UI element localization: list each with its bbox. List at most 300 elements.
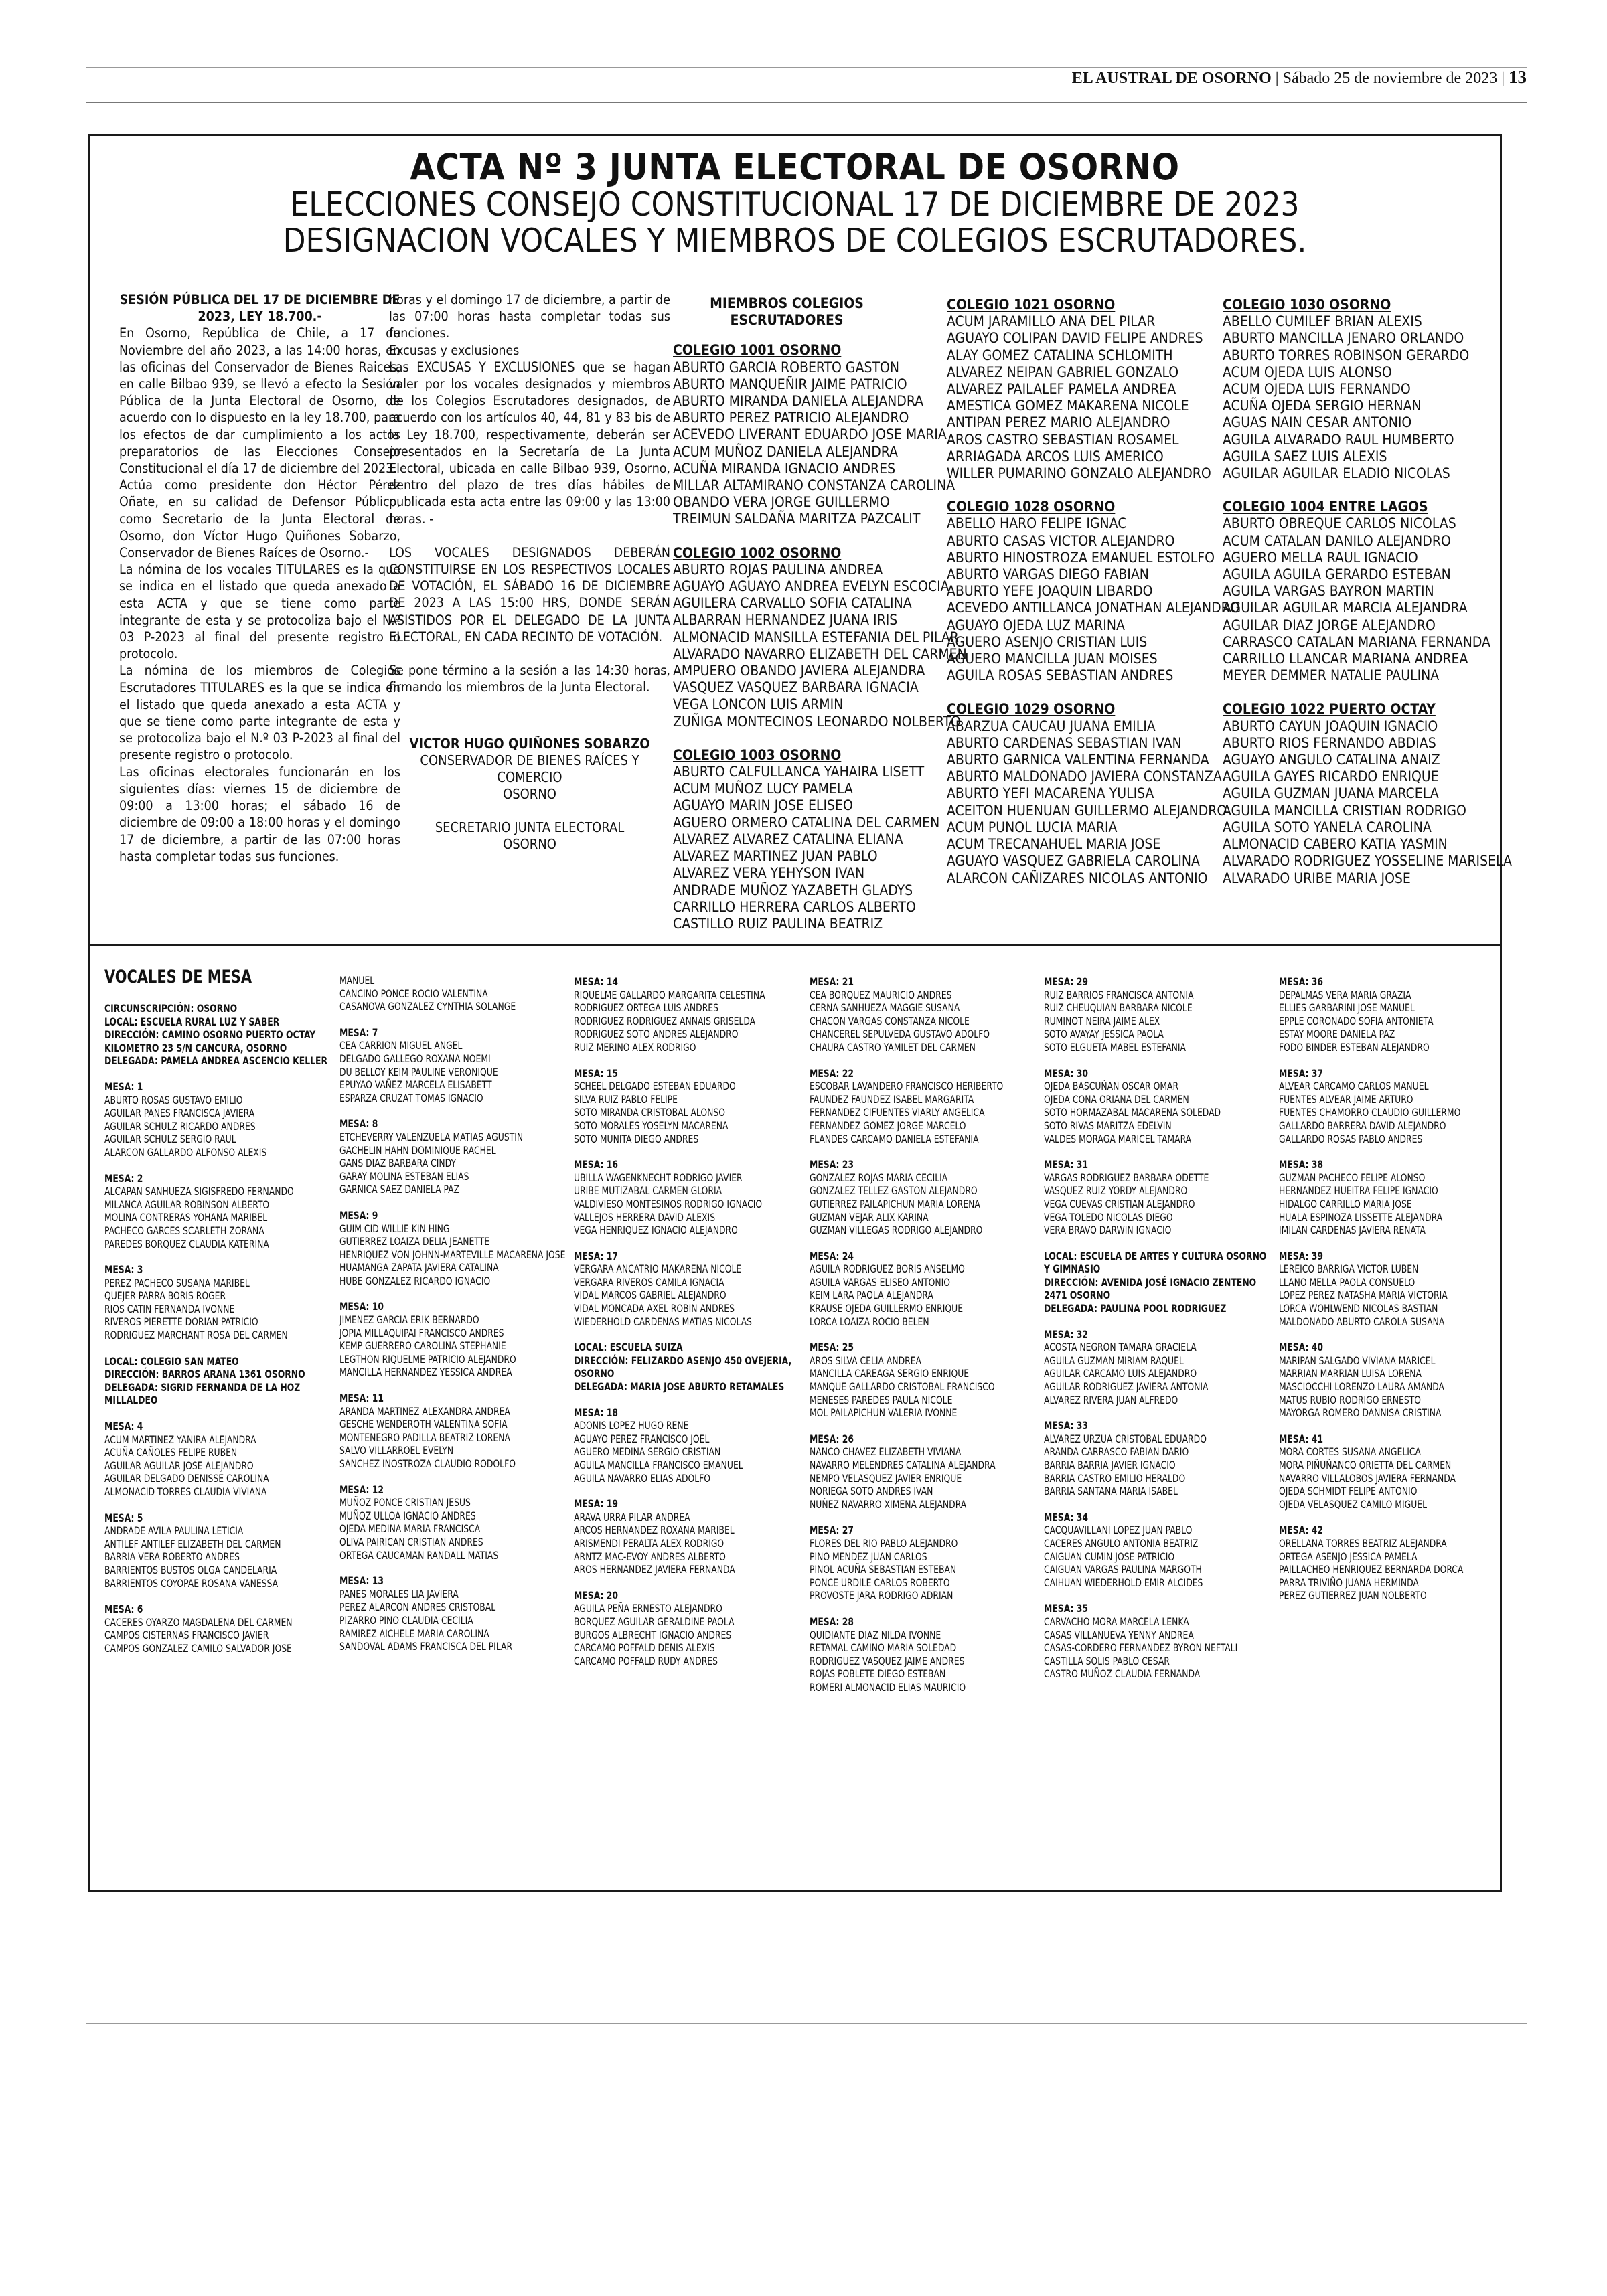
vocal-name: CAIGUAN VARGAS PAULINA MARGOTH [1044,1563,1202,1576]
member-name: ABURTO CASAS VICTOR ALEJANDRO [947,532,1175,549]
vocales-list [574,975,801,1667]
vocales-list [104,1002,332,1655]
member-name: VASQUEZ VASQUEZ BARBARA IGNACIA [673,679,919,696]
polling-place-line: DELEGADA: SIGRID FERNANDA DE LA HOZ MILLALDEO [104,1380,301,1407]
vocal-name: CANCINO PONCE ROCIO VALENTINA [339,987,488,1000]
mesa-block [1044,1158,1272,1237]
vocal-name: RODRIGUEZ VASQUEZ JAIME ANDRES [810,1654,965,1667]
vocal-name: GACHELIN HAHN DOMINIQUE RACHEL [339,1143,496,1157]
vocal-name: VASQUEZ RUIZ YORDY ALEJANDRO [1044,1184,1188,1198]
mesa-block [1279,975,1486,1054]
vocal-name: RODRIGUEZ ORTEGA LUIS ANDRES [574,1001,718,1015]
vocal-name: ACOSTA NEGRON TAMARA GRACIELA [1044,1341,1197,1354]
vocal-name: NAVARRO MELENDRES CATALINA ALEJANDRA [810,1459,996,1471]
vocal-name: AGUILA MANCILLA FRANCISCO EMANUEL [574,1459,743,1471]
vocal-name: LORCA WOHLWEND NICOLAS BASTIAN [1279,1302,1438,1315]
vocal-name: ARNTZ MAC-EVOY ANDRES ALBERTO [574,1550,726,1563]
vocal-name: ALVAREZ URZUA CRISTOBAL EDUARDO [1044,1432,1207,1445]
mesa-block [1279,1067,1486,1146]
mesa-block [104,1263,332,1342]
vocal-name: MUÑOZ ULLOA IGNACIO ANDRES [339,1509,476,1522]
vocal-name: SOTO MUNITA DIEGO ANDRES [574,1132,699,1145]
vocal-name: GUZMAN PACHECO FELIPE ALONSO [1279,1171,1426,1184]
vocal-name: BARRIENTOS COYOPAE ROSANA VANESSA [104,1576,279,1590]
member-name: ACUM TRECANAHUEL MARIA JOSE [947,836,1161,853]
vocal-name: VIDAL MONCADA AXEL ROBIN ANDRES [574,1302,735,1315]
notice-title: ACTA Nº 3 JUNTA ELECTORAL DE OSORNO [410,146,1180,188]
vocal-name: QUEJER PARRA BORIS ROGER [104,1289,226,1303]
mesa-number: MESA: 22 [810,1066,854,1080]
member-name: ACUM JARAMILLO ANA DEL PILAR [947,313,1156,330]
session-subheading: Excusas y exclusiones [389,342,520,358]
mesa-block [1279,1341,1486,1420]
vocal-name: MANUEL [339,974,375,987]
vocal-name: CEA BORQUEZ MAURICIO ANDRES [810,988,952,1001]
notice-subtitle-1: ELECCIONES CONSEJO CONSTITUCIONAL 17 DE DICIEMBRE DE 2023 [290,185,1300,224]
vocal-name: SCHEEL DELGADO ESTEBAN EDUARDO [574,1080,736,1093]
vocal-name: FLANDES CARCAMO DANIELA ESTEFANIA [810,1132,979,1145]
vocal-name: MUÑOZ PONCE CRISTIAN JESUS [339,1496,471,1509]
vocal-name: ARISMENDI PERALTA ALEX RODRIGO [574,1536,724,1550]
vocal-name: VEGA TOLEDO NICOLAS DIEGO [1044,1210,1173,1224]
member-list [947,313,1221,482]
vocal-name: QUIDIANTE DIAZ NILDA IVONNE [810,1628,941,1641]
mesa-number: MESA: 12 [339,1483,384,1496]
colegios-column-1 [673,295,967,932]
vocales-list [339,974,567,1653]
vocal-name: LEREICO BARRIGA VICTOR LUBEN [1279,1262,1419,1276]
notice-box [88,134,1512,1892]
vocal-name: ARCOS HERNANDEZ ROXANA MARIBEL [574,1524,735,1537]
spacer [947,482,1221,499]
vocal-name: RODRIGUEZ MARCHANT ROSA DEL CARMEN [104,1329,288,1342]
vocales-column-1 [104,967,332,1668]
session-paragraph-notice: LOS VOCALES DESIGNADOS DEBERÁN CONSTITUIRSE EN LOS RESPECTIVOS LOCALES DE VOTACIÓN, EL SÁBADO 16 DE DICIEMBRE DE 2023 A LAS 15:00 HRS, DONDE SERÁN ASISTIDOS POR EL DELEGADO DE LA JUNTA ELECTORAL, EN CADA RECINTO DE VOTACIÓN. [389,544,670,645]
member-list [673,359,955,528]
member-name: AROS CASTRO SEBASTIAN ROSAMEL [947,431,1179,448]
member-name: OBANDO VERA JORGE GUILLERMO [673,494,890,511]
member-name: ABELLO HARO FELIPE IGNAC [947,515,1127,532]
member-name: ABURTO HINOSTROZA EMANUEL ESTOLFO [947,549,1215,566]
mesa-block [810,1615,1037,1694]
vocal-name: CACQUAVILLANI LOPEZ JUAN PABLO [1044,1524,1193,1537]
spacer [947,684,1221,701]
vocales-column-3 [574,975,801,1680]
member-name: ABURTO CAYUN JOAQUIN IGNACIO [1223,718,1438,734]
mesa-block [810,1158,1037,1237]
member-name: CARRASCO CATALAN MARIANA FERNANDA [1223,633,1490,650]
polling-place-line: DIRECCIÓN: BARROS ARANA 1361 OSORNO [104,1368,305,1381]
vocales-column-4 [810,975,1037,1707]
vocal-name: RUIZ CHEUQUIAN BARBARA NICOLE [1044,1001,1193,1015]
member-name: ACEVEDO ANTILLANCA JONATHAN ALEJANDRO [947,600,1240,617]
vocal-name: CAIHUAN WIEDERHOLD EMIR ALCIDES [1044,1576,1203,1589]
mesa-number: MESA: 9 [339,1208,378,1222]
vocal-name: OJEDA VELASQUEZ CAMILO MIGUEL [1279,1497,1427,1511]
vocal-name: AGUILA VARGAS ELISEO ANTONIO [810,1275,951,1289]
member-name: ALVAREZ MARTINEZ JUAN PABLO [673,848,878,865]
mesa-number: MESA: 6 [104,1603,143,1616]
mesa-block [1279,1250,1486,1329]
member-name: AGUILAR AGUILAR MARCIA ALEJANDRA [1223,600,1468,617]
vocal-name: BORQUEZ AGUILAR GERALDINE PAOLA [574,1615,735,1628]
mesa-block [339,1026,567,1105]
vocal-name: MATUS RUBIO RODRIGO ERNESTO [1279,1393,1422,1406]
vocal-name: GUZMAN VILLEGAS RODRIGO ALEJANDRO [810,1224,983,1237]
vocal-name: MILANCA AGUILAR ROBINSON ALBERTO [104,1198,270,1211]
vocal-name: NANCO CHAVEZ ELIZABETH VIVIANA [810,1445,962,1459]
member-name: ALVAREZ PAILALEF PAMELA ANDREA [947,381,1176,398]
vocal-name: MORA CORTES SUSANA ANGELICA [1279,1445,1421,1459]
vocal-name: ORTEGA ASENJO JESSICA PAMELA [1279,1550,1418,1563]
vocal-name: LEGTHON RIQUELME PATRICIO ALEJANDRO [339,1352,516,1366]
vocal-name: GUZMAN VEJAR ALIX KARINA [810,1210,929,1224]
vocal-name: ORTEGA CAUCAMAN RANDALL MATIAS [339,1548,499,1562]
vocal-name: KRAUSE OJEDA GUILLERMO ENRIQUE [810,1302,964,1315]
vocales-column-5 [1044,975,1272,1694]
vocal-name: ADONIS LOPEZ HUGO RENE [574,1419,689,1432]
vocal-name: NAVARRO VILLALOBOS JAVIERA FERNANDA [1279,1471,1456,1485]
vocal-name: PAREDES BORQUEZ CLAUDIA KATERINA [104,1237,269,1250]
vocal-name: FERNANDEZ CIFUENTES VIARLY ANGELICA [810,1106,985,1119]
member-name: AMESTICA GOMEZ MAKARENA NICOLE [947,398,1189,414]
vocal-name: MARRIAN MARRIAN LUISA LORENA [1279,1367,1422,1380]
colegio-title: COLEGIO 1029 OSORNO [947,701,1116,718]
member-name: ALARCON CAÑIZARES NICOLAS ANTONIO [947,870,1208,886]
mesa-number: MESA: 24 [810,1249,854,1262]
vocal-name: KEMP GUERRERO CAROLINA STEPHANIE [339,1339,506,1353]
vocales-list [810,975,1037,1694]
colegio-title: COLEGIO 1030 OSORNO [1223,297,1391,313]
page-header [86,67,1527,103]
member-name: AGUERO ASENJO CRISTIAN LUIS [947,633,1148,650]
mesa-block [810,1341,1037,1420]
mesa-block [810,1250,1037,1329]
polling-place-block [1044,1250,1272,1315]
vocal-name: DEPALMAS VERA MARIA GRAZIA [1279,988,1411,1001]
mesa-number: MESA: 23 [810,1158,854,1171]
member-name: ABURTO PEREZ PATRICIO ALEJANDRO [673,410,909,426]
mesa-number: MESA: 4 [104,1420,143,1433]
vocal-name: SOTO AVAYAY JESSICA PAOLA [1044,1028,1164,1041]
mesa-block [1044,1328,1272,1407]
vocal-name: RUMINOT NEIRA JAIME ALEX [1044,1014,1160,1028]
member-list [673,561,967,730]
vocal-name: MORA PIÑUÑANCO ORIETTA DEL CARMEN [1279,1459,1452,1471]
vocal-name: MAYORGA ROMERO DANNISA CRISTINA [1279,1406,1442,1420]
member-name: ALMONACID CABERO KATIA YASMIN [1223,836,1448,853]
colegio-title: COLEGIO 1028 OSORNO [947,499,1116,515]
polling-place-line: LOCAL: ESCUELA RURAL LUZ Y SABER [104,1015,280,1028]
vocal-name: VALLEJOS HERRERA DAVID ALEXIS [574,1210,716,1224]
member-name: ALVARADO URIBE MARIA JOSE [1223,870,1411,886]
member-list [1223,718,1512,887]
vocal-name: CASTRO MUÑOZ CLAUDIA FERNANDA [1044,1667,1201,1681]
signatory-name: VICTOR HUGO QUIÑONES SOBARZO [409,736,650,752]
vocal-name: RAMIREZ AICHELE MARIA CAROLINA [339,1627,489,1640]
polling-place-line: DELEGADA: PAULINA POOL RODRIGUEZ [1044,1302,1227,1315]
vocal-name: CERNA SANHUEZA MAGGIE SUSANA [810,1001,960,1015]
mesa-number: MESA: 42 [1279,1524,1324,1537]
vocal-name: ABURTO ROSAS GUSTAVO EMILIO [104,1093,243,1106]
mesa-number: MESA: 13 [339,1574,384,1588]
member-name: ANDRADE MUÑOZ YAZABETH GLADYS [673,882,913,898]
vocal-name: RIQUELME GALLARDO MARGARITA CELESTINA [574,988,765,1001]
mesa-number: MESA: 16 [574,1158,619,1171]
vocal-name: BURGOS ALBRECHT IGNACIO ANDRES [574,1628,732,1641]
member-name: AGUAYO VASQUEZ GABRIELA CAROLINA [947,853,1200,870]
vocal-name: BARRIENTOS BUSTOS OLGA CANDELARIA [104,1563,277,1576]
member-name: ACEVEDO LIVERANT EDUARDO JOSE MARIA [673,426,947,443]
vocal-name: VIDAL MARCOS GABRIEL ALEJANDRO [574,1289,726,1302]
member-name: AGUAYO MARIN JOSE ELISEO [673,797,853,814]
mesa-number: MESA: 28 [810,1615,854,1628]
mesa-number: MESA: 27 [810,1524,854,1537]
mesa-block [810,975,1037,1054]
member-name: ABURTO YEFI MACARENA YULISA [947,785,1154,802]
mesa-block [574,1067,801,1146]
vocal-name: AGUILAR PANES FRANCISCA JAVIERA [104,1106,255,1120]
mesa-number: MESA: 15 [574,1066,619,1080]
polling-place-line: DIRECCIÓN: AVENIDA JOSÉ IGNACIO ZENTENO 2471 OSORNO [1044,1275,1257,1302]
issue-date: | Sábado 25 de noviembre de 2023 | [1275,70,1505,87]
vocal-name: BARRIA BARRIA JAVIER IGNACIO [1044,1459,1176,1471]
vocal-name: GALLARDO ROSAS PABLO ANDRES [1279,1132,1423,1145]
mesa-block [1044,1419,1272,1498]
member-name: AGUAYO ANGULO CATALINA ANAIZ [1223,752,1440,768]
vocal-name: AGUILAR SCHULZ SERGIO RAUL [104,1133,236,1146]
mesa-block [104,1080,332,1159]
vocal-name: CAIGUAN CUMIN JOSE PATRICIO [1044,1550,1175,1563]
vocal-name: ALARCON GALLARDO ALFONSO ALEXIS [104,1145,267,1159]
session-paragraph-continued: horas y el domingo 17 de diciembre, a partir de las 07:00 horas hasta completar todas sus funciones. [389,292,670,341]
vocal-name: FUENTES ALVEAR JAIME ARTURO [1279,1092,1413,1106]
member-name: ALVAREZ ALVAREZ CATALINA ELIANA [673,831,903,847]
member-name: AGUAS NAIN CESAR ANTONIO [1223,414,1412,431]
polling-place-line: DIRECCIÓN: CAMINO OSORNO PUERTO OCTAY KILOMETRO 23 S/N CANCURA, OSORNO [104,1028,316,1054]
mesa-block [104,1420,332,1499]
vocal-name: RODRIGUEZ SOTO ANDRES ALEJANDRO [574,1028,739,1041]
mesa-number: MESA: 29 [1044,975,1089,988]
vocal-name: AGUILAR AGUILAR JOSE ALEJANDRO [104,1459,254,1472]
mesa-number: MESA: 11 [339,1392,384,1405]
vocal-name: JIMENEZ GARCIA ERIK BERNARDO [339,1313,479,1327]
vocal-name: MANCILLA CAREAGA SERGIO ENRIQUE [810,1367,970,1380]
member-name: ZUÑIGA MONTECINOS LEONARDO NOLBERTO [673,713,961,730]
vocal-name: CHACON VARGAS CONSTANZA NICOLE [810,1014,970,1028]
member-name: AGUILA SAEZ LUIS ALEXIS [1223,448,1387,465]
vocal-name: HUAMANGA ZAPATA JAVIERA CATALINA [339,1261,499,1275]
mesa-block [574,1406,801,1485]
member-name: ABURTO GARCIA ROBERTO GASTON [673,359,900,376]
member-name: ACUM MUÑOZ LUCY PAMELA [673,781,853,797]
member-name: ALMONACID MANSILLA ESTEFANIA DEL PILAR [673,629,959,645]
member-name: AGUAYO AGUAYO ANDREA EVELYN ESCOCIA [673,578,949,595]
mesa-number: MESA: 2 [104,1171,143,1185]
vocales-title: VOCALES DE MESA [104,967,252,987]
member-name: ABURTO YEFE JOAQUIN LIBARDO [947,583,1153,600]
vocal-name: HERNANDEZ HUEITRA FELIPE IGNACIO [1279,1184,1438,1198]
member-name: MEYER DEMMER NATALIE PAULINA [1223,667,1440,684]
vocal-name: ESTAY MOORE DANIELA PAZ [1279,1028,1395,1041]
spacer [1223,684,1497,701]
vocal-name: PINOL ACUÑA SEBASTIAN ESTEBAN [810,1563,957,1576]
vocal-name: AROS SILVA CELIA ANDREA [810,1354,922,1367]
mesa-block [574,1497,801,1576]
vocal-name: URIBE MUTIZABAL CARMEN GLORIA [574,1184,722,1198]
mesa-number: MESA: 39 [1279,1249,1324,1262]
member-name: ARRIAGADA ARCOS LUIS AMERICO [947,448,1164,465]
polling-place-block [574,1341,801,1393]
vocal-name: CARVACHO MORA MARCELA LENKA [1044,1615,1189,1628]
vocal-name: CACERES OYARZO MAGDALENA DEL CARMEN [104,1615,293,1629]
vocal-name: PANES MORALES LIA JAVIERA [339,1587,459,1601]
vocal-name: SANCHEZ INOSTROZA CLAUDIO RODOLFO [339,1457,516,1470]
mesa-block [574,1589,801,1668]
session-paragraph: Las EXCUSAS Y EXCLUSIONES que se hagan valer por los vocales designados y miembros de los Colegios Escrutadores designados, de acuerdo con los artículos 40, 44, 81 y 83 bis de la Ley 18.700, respectivamente, deberán ser presentados en la Secretaría de La Junta Electoral, ubicada en calle Bilbao 939, Osorno, dentro del plazo de tres días hábiles de publicada esta acta entre las 09:00 y las 13:00 horas. - [389,359,670,527]
vocal-name: VERA BRAVO DARWIN IGNACIO [1044,1224,1172,1237]
member-name: AGUERO MELLA RAUL IGNACIO [1223,549,1418,566]
member-name: AMPUERO OBANDO JAVIERA ALEJANDRA [673,663,925,679]
member-name: ABURTO MIRANDA DANIELA ALEJANDRA [673,393,924,410]
vocal-name: RIOS CATIN FERNANDA IVONNE [104,1302,235,1315]
vocal-name: MONTENEGRO PADILLA BEATRIZ LORENA [339,1430,510,1444]
vocales-column-2 [339,974,567,1666]
vocal-name: AGUERO MEDINA SERGIO CRISTIAN [574,1445,721,1459]
member-name: ABURTO GARNICA VALENTINA FERNANDA [947,752,1209,768]
vocal-name: IMILAN CARDENAS JAVIERA RENATA [1279,1224,1426,1237]
mesa-block [1044,1067,1272,1146]
vocal-name: ALVEAR CARCAMO CARLOS MANUEL [1279,1080,1429,1093]
member-name: ABURTO OBREQUE CARLOS NICOLAS [1223,515,1456,532]
member-name: AGUAYO COLIPAN DAVID FELIPE ANDRES [947,330,1203,347]
vocal-name: SOTO RIVAS MARITZA EDELVIN [1044,1119,1172,1132]
vocal-name: NEMPO VELASQUEZ JAVIER ENRIQUE [810,1471,962,1485]
member-list [947,515,1240,684]
vocales-column-6 [1279,975,1486,1615]
vocal-name: CAMPOS GONZALEZ CAMILO SALVADOR JOSE [104,1641,292,1655]
vocal-name: PAILLACHEO HENRIQUEZ BERNARDA DORCA [1279,1563,1464,1576]
mesa-number: MESA: 5 [104,1511,143,1524]
vocal-name: ALMONACID TORRES CLAUDIA VIVIANA [104,1485,267,1498]
signature-block [389,736,670,853]
mesa-number: MESA: 35 [1044,1602,1089,1615]
vocal-name: JOPIA MILLAQUIPAI FRANCISCO ANDRES [339,1326,504,1339]
member-name: AGUILA GAYES RICARDO ENRIQUE [1223,768,1439,785]
vocal-name: GARAY MOLINA ESTEBAN ELIAS [339,1169,469,1183]
vocal-name: LLANO MELLA PAOLA CONSUELO [1279,1275,1415,1289]
member-name: ACUÑA OJEDA SERGIO HERNAN [1223,398,1422,414]
session-text-col1 [119,291,400,864]
colegios-column-2 [947,297,1240,887]
member-name: ACEITON HUENUAN GUILLERMO ALEJANDRO [947,802,1227,819]
vocal-name: NUÑEZ NAVARRO XIMENA ALEJANDRA [810,1497,967,1511]
mesa-number: MESA: 1 [104,1080,143,1093]
mesa-block [1279,1524,1486,1603]
vocal-name: SOTO ELGUETA MABEL ESTEFANIA [1044,1040,1186,1054]
vocal-name: PARRA TRIVIÑO JUANA HERMINDA [1279,1576,1419,1589]
member-name: AGUILA SOTO YANELA CAROLINA [1223,819,1432,835]
member-name: ABURTO MALDONADO JAVIERA CONSTANZA [947,768,1222,785]
member-name: ABURTO MANCILLA JENARO ORLANDO [1223,330,1464,347]
mesa-block [339,1209,567,1288]
vocal-name: PROVOSTE JARA RODRIGO ADRIAN [810,1589,953,1603]
mesa-number: MESA: 38 [1279,1158,1324,1171]
vocal-name: GONZALEZ ROJAS MARIA CECILIA [810,1171,948,1184]
vocal-name: MARIPAN SALGADO VIVIANA MARICEL [1279,1354,1436,1367]
member-name: ABURTO VARGAS DIEGO FABIAN [947,566,1149,583]
mesa-number: MESA: 40 [1279,1341,1324,1354]
mesa-block [574,975,801,1054]
mesa-block [104,1511,332,1590]
vocal-name: WIEDERHOLD CARDENAS MATIAS NICOLAS [574,1315,753,1328]
session-paragraph: La nómina de los vocales TITULARES es la que se indica en el listado que queda anexado a esta ACTA y que se tiene como parte integrante de esta y se protocoliza bajo el N.º 03 P-2023 al final del presente registro o protocolo. [119,562,400,662]
vocal-name: GUTIERREZ LOAIZA DELIA JEANETTE [339,1235,490,1248]
vocal-name: GALLARDO BARRERA DAVID ALEJANDRO [1279,1119,1446,1132]
vocal-name: HUALA ESPINOZA LISSETTE ALEJANDRA [1279,1210,1443,1224]
vocal-name: EPUYAO VAÑEZ MARCELA ELISABETT [339,1078,492,1092]
vocal-name: ELLIES GARBARINI JOSE MANUEL [1279,1001,1415,1015]
mesa-block [339,974,567,1013]
page-number: 13 [1509,67,1527,87]
member-name: ACUÑA MIRANDA IGNACIO ANDRES [673,460,896,477]
vocal-name: ACUÑA CAÑOLES FELIPE RUBEN [104,1446,238,1459]
vocal-name: CHANCEREL SEPULVEDA GUSTAVO ADOLFO [810,1028,990,1041]
vocal-name: PONCE URDILE CARLOS ROBERTO [810,1576,950,1589]
vocal-name: GANS DIAZ BARBARA CINDY [339,1157,457,1170]
member-name: ABURTO CALFULLANCA YAHAIRA LISETT [673,764,925,781]
mesa-block [810,1432,1037,1511]
mesa-number: MESA: 32 [1044,1327,1089,1341]
vocal-name: RIVEROS PIERETTE DORIAN PATRICIO [104,1315,258,1329]
polling-place-line: DELEGADA: PAMELA ANDREA ASCENCIO KELLER [104,1054,327,1068]
vocal-name: FODO BINDER ESTEBAN ALEJANDRO [1279,1040,1430,1054]
vocal-name: AGUILAR SCHULZ RICARDO ANDRES [104,1119,256,1133]
member-name: AGUILA ALVARADO RAUL HUMBERTO [1223,431,1454,448]
vocal-name: MANQUE GALLARDO CRISTOBAL FRANCISCO [810,1380,995,1394]
mesa-block [339,1117,567,1196]
mesa-number: MESA: 31 [1044,1158,1089,1171]
vocal-name: LORCA LOAIZA ROCIO BELEN [810,1315,929,1328]
vocal-name: GUTIERREZ PAILAPICHUN MARIA LORENA [810,1197,980,1210]
polling-place-line: LOCAL: ESCUELA SUIZA [574,1341,683,1354]
vocal-name: AGUILAR DELGADO DENISSE CAROLINA [104,1472,269,1485]
mesa-number: MESA: 34 [1044,1510,1089,1524]
member-name: ALAY GOMEZ CATALINA SCHLOMITH [947,347,1173,363]
vocal-name: HIDALGO CARRILLO MARIA JOSE [1279,1197,1412,1210]
spacer [673,730,944,747]
polling-place-line: CIRCUNSCRIPCIÓN: OSORNO [104,1002,238,1015]
vocal-name: ANTILEF ANTILEF ELIZABETH DEL CARMEN [104,1537,281,1550]
vocal-name: OJEDA CONA ORIANA DEL CARMEN [1044,1092,1189,1106]
member-name: AGUILA GUZMAN JUANA MARCELA [1223,785,1439,802]
member-name: TREIMUN SALDAÑA MARITZA PAZCALIT [673,511,921,527]
member-name: CASTILLO RUIZ PAULINA BEATRIZ [673,915,883,932]
vocal-name: PEREZ PACHECO SUSANA MARIBEL [104,1276,250,1289]
mesa-block [339,1392,567,1471]
mesa-block [1044,1511,1272,1590]
vocal-name: RUIZ MERINO ALEX RODRIGO [574,1040,696,1054]
member-name: ACUM CATALAN DANILO ALEJANDRO [1223,532,1451,549]
vocal-name: ALCAPAN SANHUEZA SIGISFREDO FERNANDO [104,1185,294,1198]
mesa-number: MESA: 18 [574,1406,619,1419]
vocal-name: RETAMAL CAMINO MARIA SOLEDAD [810,1641,957,1655]
session-paragraph: La nómina de los miembros de Colegios Escrutadores TITULARES es la que se indica en el listado que queda anexado a esta ACTA y que se tiene como parte integrante de esta y se protocoliza bajo el N.º 03 P-2023 al final del presente registro o protocolo. [119,663,400,763]
polling-place-block [104,1355,332,1407]
vocal-name: OLIVA PAIRICAN CRISTIAN ANDRES [339,1535,483,1548]
vocal-name: FUENTES CHAMORRO CLAUDIO GUILLERMO [1279,1106,1461,1119]
vocal-name: ACUM MARTINEZ YANIRA ALEJANDRA [104,1432,256,1446]
